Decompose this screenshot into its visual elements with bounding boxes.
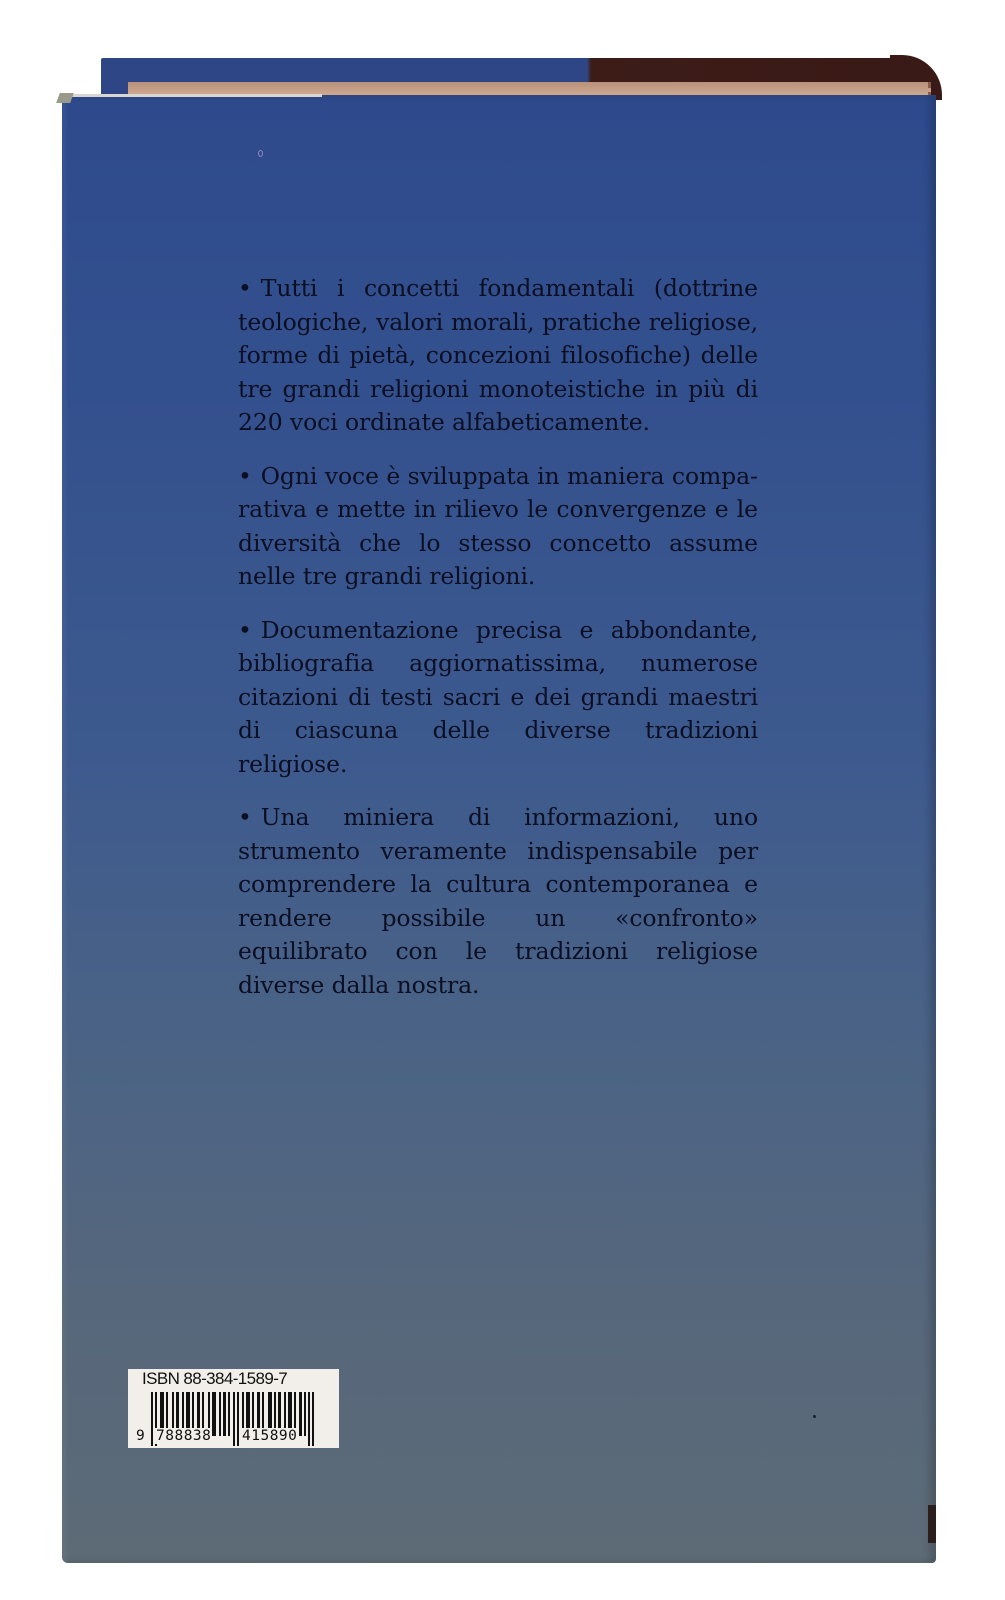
bullet-icon: • [238, 461, 252, 490]
cover-speck [258, 150, 263, 157]
cover-worn-edge [62, 94, 322, 97]
bullet-icon: • [238, 615, 252, 644]
blurb-paragraph-text: Ogni voce è sviluppata in maniera comparativa e mette in rilievo le convergenze e le diversità che lo stesso concetto assume nelle tre grandi religioni. [238, 461, 758, 590]
blurb-paragraph [238, 272, 758, 440]
bullet-icon: • [238, 274, 252, 302]
blurb-paragraph-text: Una miniera di informazioni, uno strumento veramente indispensabile per comprendere la cultura contemporanea e rendere possibile un «confronto» equilibrato con le tradizioni religiose diverse dalla nostra. [238, 803, 758, 999]
blurb-paragraph [238, 460, 758, 594]
blurb-paragraph-text: Tutti i concetti fondamentali (dottrine teologiche, valori morali, pratiche religiose, forme di pietà, concezioni filosofiche) delle tre grandi religioni monoteistiche in più di 220 voci ordinate alfabeticamente. [238, 274, 758, 436]
blurb-paragraph [238, 614, 758, 782]
blurb-text [238, 272, 758, 1022]
blurb-paragraph-text: Documentazione precisa e abbondante, bibliografia aggiornatissima, numerose citazioni di testi sacri e dei grandi maestri di ciascuna delle diverse tradizioni religiose. [238, 615, 758, 778]
isbn-barcode-label [128, 1369, 339, 1448]
bottom-right-corner-fold [928, 1505, 936, 1543]
bullet-icon: • [238, 803, 252, 831]
isbn-text: ISBN 88-384-1589-7 [142, 1369, 288, 1388]
ean-first-digit: 9 [136, 1428, 146, 1444]
ean-right-group: 415890 [242, 1428, 298, 1444]
ean-left-group: 788838 [156, 1428, 212, 1444]
cover-speck [813, 1415, 816, 1418]
blurb-paragraph [238, 801, 758, 1002]
